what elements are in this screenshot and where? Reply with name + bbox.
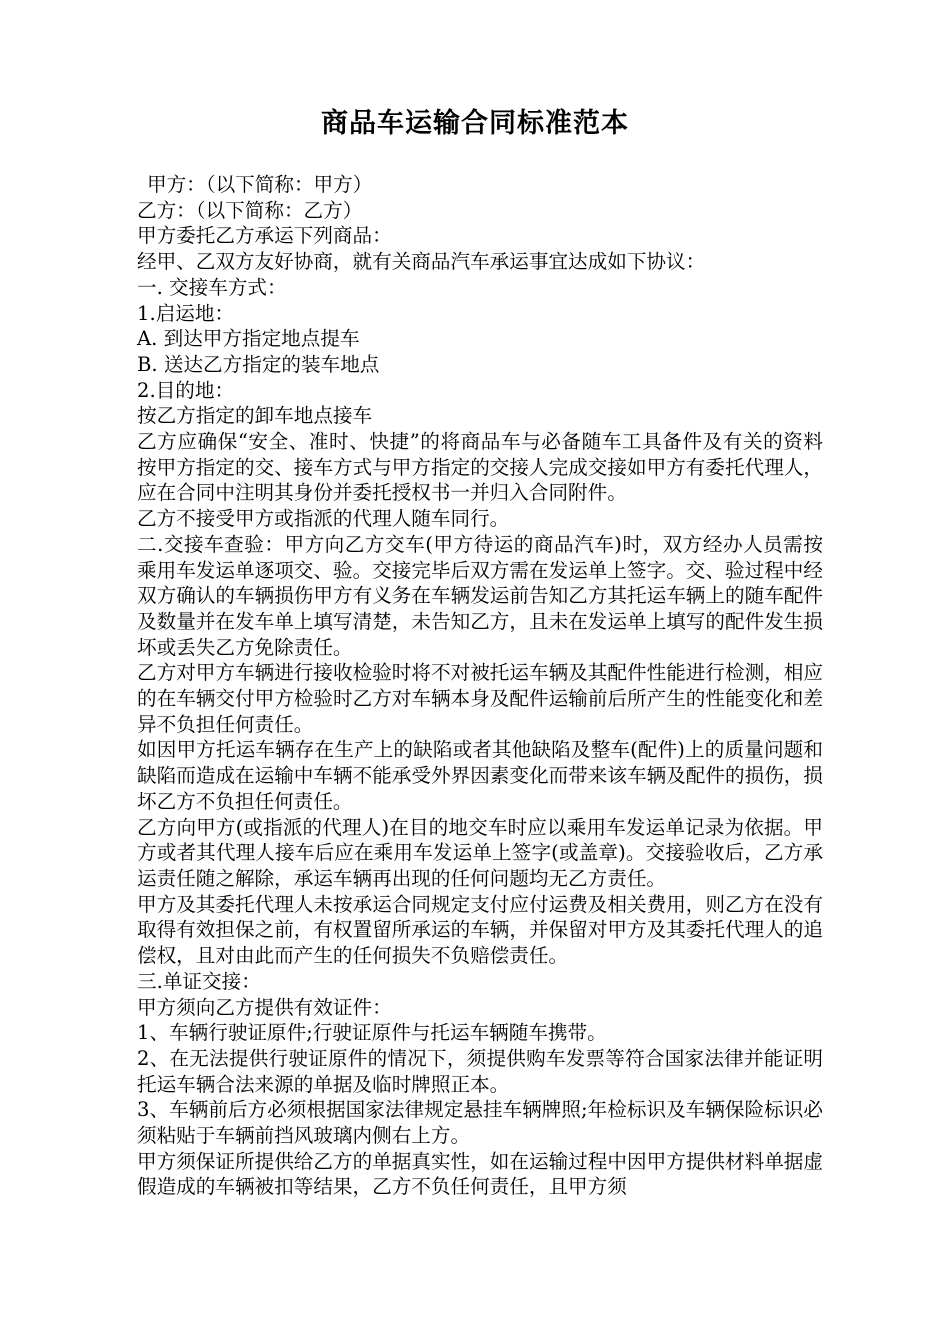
party-b-line: 乙方：（以下简称：乙方） [137, 198, 363, 222]
list-item: 2、在无法提供行驶证原件的情况下，须提供购车发票等符合国家法律并能证明托运车辆合法来源的单据及临时牌照正本。 [137, 1046, 823, 1096]
list-item: 1、车辆行驶证原件;行驶证原件与托运车辆随车携带。 [137, 1021, 607, 1045]
document-body [137, 172, 823, 1200]
paragraph: 乙方对甲方车辆进行接收检验时将不对被托运车辆及其配件性能进行检测，相应的在车辆交付甲方检验时乙方对车辆本身及配件运输前后所产生的性能变化和差异不负担任何责任。 [137, 661, 823, 736]
paragraph: 按乙方指定的卸车地点接车 [137, 404, 373, 428]
section-heading: 二.交接车查验：甲方向乙方交车(甲方待运的商品汽车)时，双方经办人员需按乘用车发运单逐项交、验。交接完毕后双方需在发运单上签字。交、验过程中经双方确认的车辆损伤甲方有义务在车辆发运前告知乙方其托运车辆上的随车配件及数量并在发车单上填写清楚，未告知乙方，且未在发运单上填写的配件发生损坏或丢失乙方免除责任。 [137, 532, 823, 659]
paragraph: 如因甲方托运车辆存在生产上的缺陷或者其他缺陷及整车(配件)上的质量问题和缺陷而造成在运输中车辆不能承受外界因素变化而带来该车辆及配件的损伤，损坏乙方不负担任何责任。 [137, 738, 823, 813]
section-heading: 三.单证交接： [137, 969, 261, 993]
section-heading: 一. 交接车方式： [137, 275, 287, 299]
paragraph: B. 送达乙方指定的装车地点 [137, 352, 380, 376]
document-title: 商品车运输合同标准范本 [321, 108, 629, 139]
paragraph: 甲方委托乙方承运下列商品： [137, 224, 392, 248]
party-a-line: 甲方：（以下简称：甲方） [147, 173, 373, 196]
paragraph: 甲方及其委托代理人未按承运合同规定支付应付运费及相关费用，则乙方在没有取得有效担保之前，有权置留所承运的车辆，并保留对甲方及其委托代理人的追偿权，且对由此而产生的任何损失不负赔偿责任。 [137, 892, 823, 968]
paragraph: 乙方不接受甲方或指派的代理人随车同行。 [137, 507, 510, 531]
paragraph: 1.启运地： [137, 301, 235, 325]
paragraph: 甲方须向乙方提供有效证件： [137, 995, 392, 1019]
paragraph: 经甲、乙双方友好协商，就有关商品汽车承运事宜达成如下协议： [137, 250, 706, 274]
paragraph: 2.目的地： [137, 378, 235, 402]
paragraph: 乙方向甲方(或指派的代理人)在目的地交车时应以乘用车发运单记录为依据。甲方或者其代理人接车后应在乘用车发运单上签字(或盖章)。交接验收后，乙方承运责任随之解除，承运车辆再出现的任何问题均无乙方责任。 [137, 815, 823, 890]
paragraph: 乙方应确保“安全、准时、快捷”的将商品车与必备随车工具备件及有关的资料按甲方指定的交、接车方式与甲方指定的交接人完成交接如甲方有委托代理人，应在合同中注明其身份并委托授权书一并归入合同附件。 [137, 430, 823, 505]
paragraph: A. 到达甲方指定地点提车 [137, 327, 360, 351]
paragraph: 甲方须保证所提供给乙方的单据真实性，如在运输过程中因甲方提供材料单据虚假造成的车辆被扣等结果，乙方不负任何责任，且甲方须 [137, 1149, 823, 1199]
list-item: 3、车辆前后方必须根据国家法律规定悬挂车辆牌照;年检标识及车辆保险标识必须粘贴于车辆前挡风玻璃内侧右上方。 [137, 1098, 823, 1148]
